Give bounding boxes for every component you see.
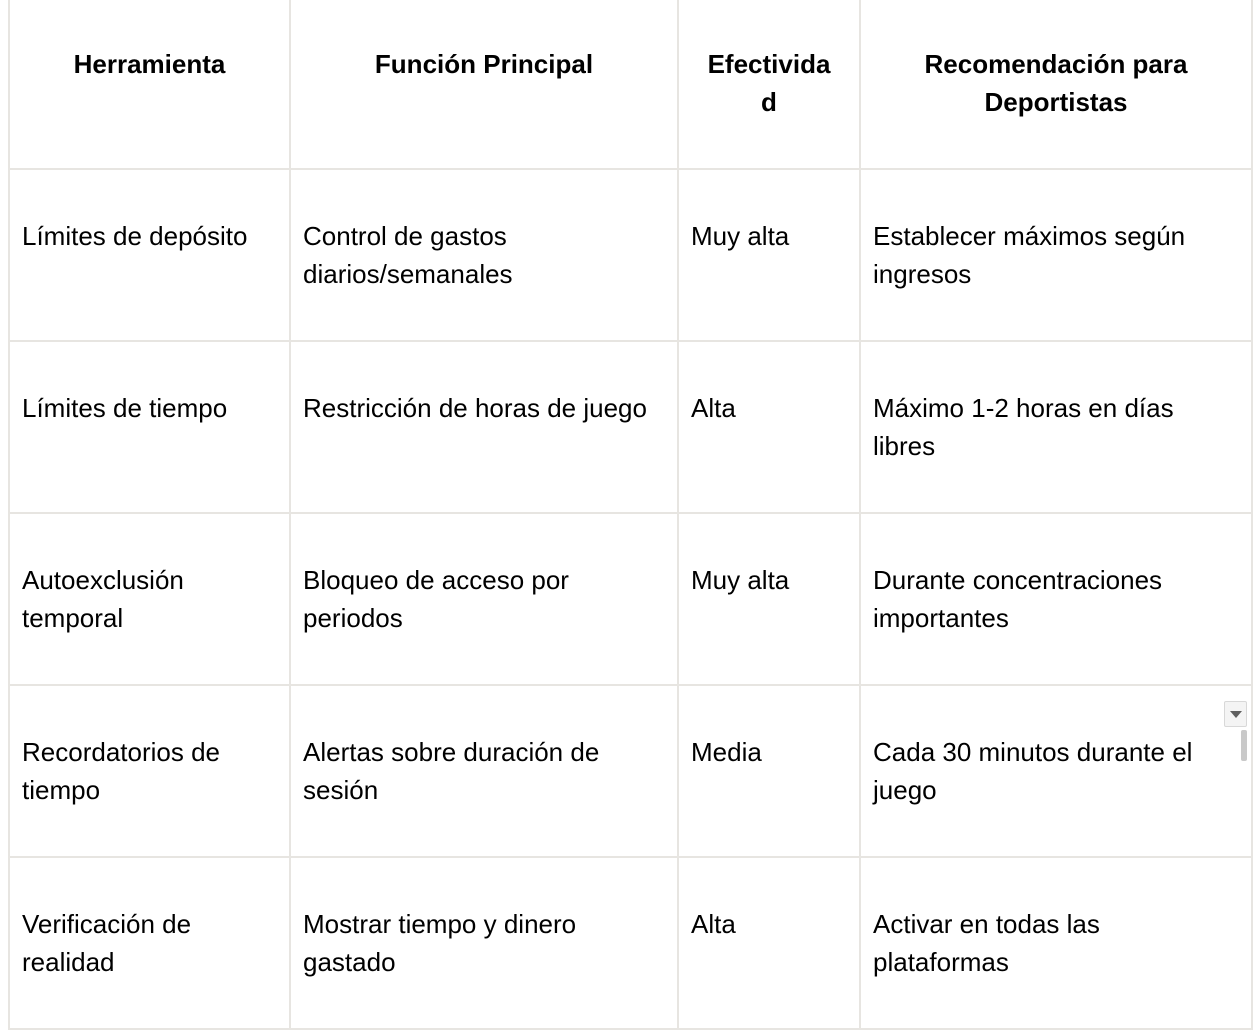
header-row xyxy=(9,0,1252,169)
cell-herramienta: Recordatorios de tiempo xyxy=(9,685,290,857)
table-row xyxy=(9,513,1252,685)
cell-recomendacion: Durante concentraciones importantes xyxy=(860,513,1252,685)
column-header-efectividad-label: Efectividad xyxy=(707,49,831,117)
tools-table xyxy=(8,0,1253,1030)
cell-recomendacion: Establecer máximos según ingresos xyxy=(860,169,1252,341)
cell-herramienta: Autoexclusión temporal xyxy=(9,513,290,685)
cell-funcion: Restricción de horas de juego xyxy=(290,341,678,513)
cell-efectividad: Muy alta xyxy=(678,169,860,341)
cell-recomendacion: Cada 30 minutos durante el juego xyxy=(860,685,1252,857)
cell-efectividad: Muy alta xyxy=(678,513,860,685)
cell-recomendacion: Activar en todas las plataformas xyxy=(860,857,1252,1029)
column-header-recomendacion: Recomendación para Deportistas xyxy=(860,0,1252,169)
cell-herramienta: Límites de depósito xyxy=(9,169,290,341)
cell-efectividad: Alta xyxy=(678,341,860,513)
table-options-dropdown-button[interactable] xyxy=(1224,701,1247,727)
cell-funcion: Control de gastos diarios/semanales xyxy=(290,169,678,341)
column-header-funcion-principal: Función Principal xyxy=(290,0,678,169)
cell-funcion: Bloqueo de acceso por periodos xyxy=(290,513,678,685)
cell-herramienta: Verificación de realidad xyxy=(9,857,290,1029)
cell-funcion: Mostrar tiempo y dinero gastado xyxy=(290,857,678,1029)
table-row xyxy=(9,857,1252,1029)
table-row xyxy=(9,169,1252,341)
cell-funcion: Alertas sobre duración de sesión xyxy=(290,685,678,857)
cell-recomendacion: Máximo 1-2 horas en días libres xyxy=(860,341,1252,513)
cell-efectividad: Media xyxy=(678,685,860,857)
scrollbar-thumb[interactable] xyxy=(1241,730,1247,761)
column-header-herramienta: Herramienta xyxy=(9,0,290,169)
cell-herramienta: Límites de tiempo xyxy=(9,341,290,513)
table-row xyxy=(9,685,1252,857)
cell-efectividad: Alta xyxy=(678,857,860,1029)
table-row xyxy=(9,341,1252,513)
column-header-efectividad xyxy=(678,0,860,169)
chevron-down-icon xyxy=(1230,711,1242,718)
